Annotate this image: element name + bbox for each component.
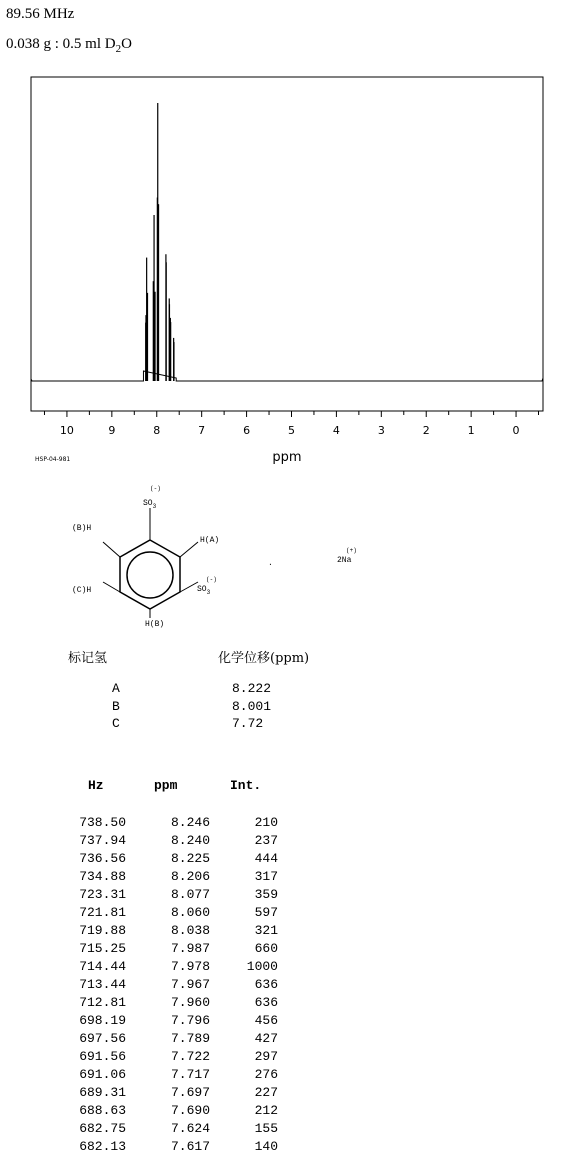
peak-ppm: 7.617 [170,1139,210,1154]
peak-intensity: 660 [254,941,278,956]
peak-ppm: 7.978 [170,959,210,974]
peak-intensity: 321 [254,923,278,938]
assignment-row [0,716,300,732]
peak-row [0,977,300,995]
peak-row [0,1139,300,1157]
peak-hz: 689.31 [79,1085,126,1100]
x-tick-label: 8 [153,424,161,437]
spectrum-trace [31,371,543,381]
assignment-col-label-header: 标记氢 [68,651,108,666]
peak-hz: 698.19 [79,1013,126,1028]
assignment-shift: 7.72 [232,716,264,731]
peak-intensity: 359 [254,887,278,902]
peak-ppm: 7.717 [170,1067,210,1082]
h-a-label: H(A) [200,536,220,545]
aromatic-circle [127,552,173,598]
assignment-shift: 8.222 [232,681,272,696]
peak-row [0,959,300,977]
peak-hz: 721.81 [79,905,126,920]
peak-intensity: 210 [254,815,278,830]
assignment-label: C [112,716,120,731]
peak-ppm: 8.240 [170,833,210,848]
peak-intensity: 237 [254,833,278,848]
bond-so3-right [180,582,198,592]
so3-top-charge: (-) [150,485,161,492]
assignment-row [0,699,300,715]
peak-ppm: 7.722 [170,1049,210,1064]
peak-row [0,833,300,851]
so3-right-charge: (-) [206,576,217,583]
peak-hz: 714.44 [79,959,126,974]
sample-suffix: O [121,36,132,52]
peak-ppm: 7.960 [170,995,210,1010]
spectrum-peaks [146,103,174,381]
peak-row [0,1103,300,1121]
peak-hz: 691.56 [79,1049,126,1064]
peak-row [0,1013,300,1031]
peak-hz: 738.50 [79,815,126,830]
x-tick-label: 4 [332,424,340,437]
peak-row [0,851,300,869]
x-tick-label: 7 [198,424,206,437]
x-tick-label: 0 [512,424,520,437]
peak-row [0,1121,300,1139]
peak-row [0,1085,300,1103]
peak-ppm: 7.967 [170,977,210,992]
peak-intensity: 140 [254,1139,278,1154]
peak-hz: 697.56 [79,1031,126,1046]
peak-intensity: 276 [254,1067,278,1082]
peak-table-header-ppm: ppm [154,778,178,793]
assignment-row [0,681,300,697]
peak-row [0,941,300,959]
x-axis-ticks [44,411,538,437]
h-b-bottom-label: H(B) [145,620,165,629]
peak-row [0,1031,300,1049]
peak-ppm: 8.038 [170,923,210,938]
bond-ha [180,542,198,557]
peak-ppm: 7.690 [170,1103,210,1118]
peak-row [0,815,300,833]
peak-row [0,869,300,887]
peak-hz: 682.75 [79,1121,126,1136]
peak-intensity: 317 [254,869,278,884]
peak-ppm: 7.987 [170,941,210,956]
x-tick-label: 2 [422,424,430,437]
x-tick-label: 3 [377,424,385,437]
peak-ppm: 8.206 [170,869,210,884]
bond-hb-left [103,542,120,557]
x-tick-label: 6 [243,424,251,437]
peak-intensity: 597 [254,905,278,920]
plot-frame [31,77,543,411]
sample-subscript: 2 [115,43,122,55]
peak-hz: 736.56 [79,851,126,866]
peak-row [0,905,300,923]
assignment-label: B [112,699,120,714]
x-tick-label: 1 [467,424,475,437]
peak-intensity: 212 [254,1103,278,1118]
so3-top-group: $SO_3$ [143,499,157,510]
peak-ppm: 7.796 [170,1013,210,1028]
counter-ion-charge: (+) [346,547,357,554]
x-axis-title: ppm [272,450,302,465]
peak-table-header-hz: Hz [88,778,104,793]
sample-prefix: 0.038 g : 0.5 ml D [6,36,116,52]
peak-hz: 715.25 [79,941,126,956]
peak-ppm: 8.060 [170,905,210,920]
peak-hz: 719.88 [79,923,126,938]
peak-row [0,1049,300,1067]
x-tick-label: 5 [287,424,295,437]
x-tick-label: 10 [59,424,74,437]
spectrum-code: HSP-04-981 [35,456,71,463]
nmr-spectrum-chart [0,0,570,470]
assignment-col-shift-header: 化学位移(ppm) [218,651,310,666]
peak-ppm: 8.225 [170,851,210,866]
x-tick-label: 9 [108,424,116,437]
peak-ppm: 7.789 [170,1031,210,1046]
peak-ppm: 8.246 [170,815,210,830]
peak-hz: 723.31 [79,887,126,902]
peak-row [0,1067,300,1085]
peak-hz: 688.63 [79,1103,126,1118]
peak-hz: 682.13 [79,1139,126,1154]
peak-hz: 712.81 [79,995,126,1010]
peak-ppm: 7.697 [170,1085,210,1100]
peak-hz: 713.44 [79,977,126,992]
spectrometer-frequency: 89.56 MHz [6,6,75,22]
molecule-structure [0,470,570,635]
peak-row [0,887,300,905]
peak-intensity: 427 [254,1031,278,1046]
peak-intensity: 1000 [246,959,278,974]
h-b-left-label: (B)H [72,524,92,533]
bond-hc [103,582,120,592]
peak-ppm: 7.624 [170,1121,210,1136]
peak-intensity: 456 [254,1013,278,1028]
salt-dot: . [268,559,273,568]
assignment-shift: 8.001 [232,699,272,714]
counter-ion: 2Na [337,556,352,565]
peak-ppm: 8.077 [170,887,210,902]
peak-table-header-int: Int. [230,778,262,793]
peak-hz: 737.94 [79,833,126,848]
so3-right-group: $SO_3$ [197,585,211,596]
peak-row [0,995,300,1013]
peak-hz: 691.06 [79,1067,126,1082]
peak-intensity: 636 [254,977,278,992]
assignment-label: A [112,681,120,696]
h-c-label: (C)H [72,586,92,595]
peak-hz: 734.88 [79,869,126,884]
peak-intensity: 155 [254,1121,278,1136]
peak-intensity: 636 [254,995,278,1010]
peak-intensity: 227 [254,1085,278,1100]
peak-intensity: 444 [254,851,278,866]
peak-row [0,923,300,941]
peak-intensity: 297 [254,1049,278,1064]
